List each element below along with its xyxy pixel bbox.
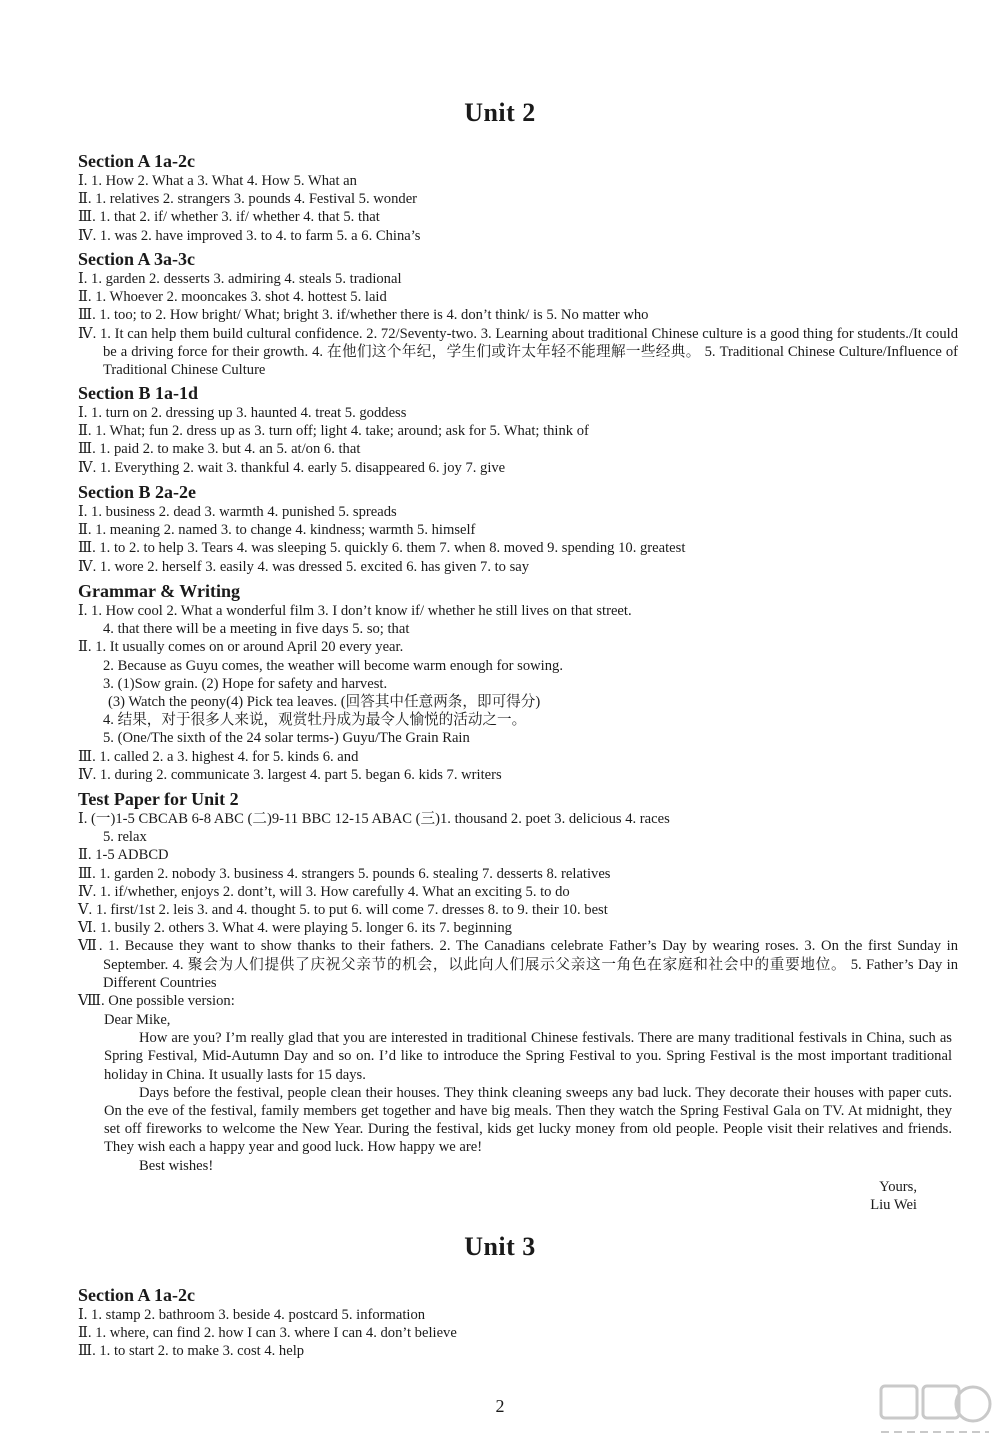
answer-line: Ⅲ. 1. garden 2. nobody 3. business 4. strangers 5. pounds 6. stealing 7. desserts 8. relatives <box>78 865 611 882</box>
section-heading: Test Paper for Unit 2 <box>78 789 239 809</box>
answer-line: Ⅱ. 1. relatives 2. strangers 3. pounds 4. Festival 5. wonder <box>78 191 418 208</box>
answer-line: Ⅳ. 1. if/whether, enjoys 2. dont’t, will 3. How carefully 4. What an exciting 5. to do <box>78 883 570 900</box>
answer-line: Ⅱ. 1. Whoever 2. mooncakes 3. shot 4. hottest 5. laid <box>78 289 387 306</box>
letter-greeting: Dear Mike, <box>104 1012 171 1028</box>
letter-paragraph: Best wishes! <box>139 1157 214 1174</box>
grammar-and-writing <box>78 580 958 784</box>
answer-line: (3) Watch the peony(4) Pick tea leaves. (回答其中任意两条，即可得分) <box>108 694 541 711</box>
answer-line: Ⅳ. 1. wore 2. herself 3. easily 4. was dressed 5. excited 6. has given 7. to say <box>78 558 530 575</box>
answer-line: Ⅰ. 1. turn on 2. dressing up 3. haunted 4. treat 5. goddess <box>78 405 407 421</box>
unit-2-title: Unit 2 <box>464 98 536 127</box>
answer-line: 3. (1)Sow grain. (2) Hope for safety and harvest. <box>103 675 388 692</box>
answer-line: Ⅱ. 1. where, can find 2. how I can 3. where I can 4. don’t believe <box>78 1325 457 1342</box>
answer-line: Ⅲ. 1. that 2. if/ whether 3. if/ whether 4. that 5. that <box>78 209 380 226</box>
answer-line: Ⅳ. 1. during 2. communicate 3. largest 4. part 5. began 6. kids 7. writers <box>78 766 502 783</box>
answer-line: Ⅰ. 1. How 2. What a 3. What 4. How 5. What an <box>78 173 357 189</box>
section-heading: Section B 2a-2e <box>78 482 196 502</box>
answer-line: Ⅳ. 1. Everything 2. wait 3. thankful 4. early 5. disappeared 6. joy 7. give <box>78 459 506 476</box>
letter-signature: Liu Wei <box>870 1197 917 1214</box>
sample-letter <box>104 1011 952 1214</box>
answer-line: Ⅰ. 1. How cool 2. What a wonderful film 3. I don’t know if/ whether he still lives on that street. <box>78 603 632 619</box>
watermark-logo <box>877 1378 992 1440</box>
answer-line: Ⅲ. 1. paid 2. to make 3. but 4. an 5. at/on 6. that <box>78 441 361 458</box>
answer-line: Ⅲ. 1. called 2. a 3. highest 4. for 5. kinds 6. and <box>78 748 359 765</box>
answer-line: Ⅲ. 1. to start 2. to make 3. cost 4. help <box>78 1343 305 1360</box>
answer-line: Ⅲ. 1. too; to 2. How bright/ What; bright 3. if/whether there is 4. don’t think/ is 5. No matter who <box>78 307 649 324</box>
section-b-2a-2e <box>78 481 958 576</box>
test-paper-unit-2 <box>78 788 958 1010</box>
answer-line: Ⅷ. One possible version: <box>78 993 235 1010</box>
answer-line: 2. Because as Guyu comes, the weather will become warm enough for sowing. <box>103 657 563 674</box>
letter-paragraph: Days before the festival, people clean their houses. They think cleaning sweeps any bad luck. They decorate their houses with paper cuts. On the eve of the festival, family members get together and have big meals. Then they watch the Spring Festival Gala on TV. At midnight, they set off fireworks to welcome the New Year. During the festival, kids get lucky money from old people. People visit their relatives and friends. They wish each a happy year and good luck. How happy we are! <box>104 1084 952 1156</box>
answer-line: 4. 结果，对于很多人来说，观赏牡丹成为最令人愉悦的活动之一。 <box>103 712 527 729</box>
answer-line: Ⅰ. 1. stamp 2. bathroom 3. beside 4. postcard 5. information <box>78 1307 426 1323</box>
answer-line: 4. that there will be a meeting in five days 5. so; that <box>103 621 410 638</box>
answer-line: Ⅰ. (一)1-5 CBCAB 6-8 ABC (二)9-11 BBC 12-15 ABAC (三)1. thousand 2. poet 3. delicious 4. races <box>78 811 670 827</box>
section-heading: Section A 1a-2c <box>78 1285 195 1305</box>
answer-line: Ⅰ. 1. business 2. dead 3. warmth 4. punished 5. spreads <box>78 504 397 520</box>
letter-closing: Yours, <box>879 1178 917 1195</box>
answer-line: Ⅱ. 1. meaning 2. named 3. to change 4. kindness; warmth 5. himself <box>78 522 476 539</box>
page-number: 2 <box>495 1396 505 1416</box>
answer-paragraph: Ⅳ. 1. It can help them build cultural confidence. 2. 72/Seventy-two. 3. Learning about traditional Chinese culture is a good thing for students./It could be a driving force for their growth. 4. 在他们这个年纪，学生们或许太年轻不能理解一些经典。 5. Traditional Chinese Culture/Influence of Traditional Chinese Culture <box>78 325 958 379</box>
section-heading: Section A 3a-3c <box>78 249 195 269</box>
answer-line: Ⅴ. 1. first/1st 2. leis 3. and 4. thought 5. to put 6. will come 7. dresses 8. to 9. their 10. best <box>78 902 608 919</box>
answer-line: Ⅱ. 1-5 ADBCD <box>78 847 169 864</box>
unit-3-title: Unit 3 <box>464 1232 536 1261</box>
unit-3-section-a-1a-2c <box>78 1284 958 1361</box>
section-b-1a-1d <box>78 382 958 477</box>
answer-line: 5. (One/The sixth of the 24 solar terms-) Guyu/The Grain Rain <box>103 730 470 747</box>
answer-line: Ⅱ. 1. It usually comes on or around April 20 every year. <box>78 639 404 656</box>
answer-line: Ⅳ. 1. was 2. have improved 3. to 4. to farm 5. a 6. China’s <box>78 227 421 244</box>
answer-line: 5. relax <box>103 829 147 846</box>
section-a-1a-2c <box>78 150 958 245</box>
section-heading: Section B 1a-1d <box>78 383 199 403</box>
answer-line: Ⅵ. 1. busily 2. others 3. What 4. were playing 5. longer 6. its 7. beginning <box>78 920 512 937</box>
answer-line: Ⅱ. 1. What; fun 2. dress up as 3. turn off; light 4. take; around; ask for 5. What; think of <box>78 423 589 440</box>
answer-line: Ⅰ. 1. garden 2. desserts 3. admiring 4. steals 5. tradional <box>78 271 402 287</box>
section-heading: Section A 1a-2c <box>78 151 195 171</box>
section-a-3a-3c <box>78 248 958 379</box>
letter-paragraph: How are you? I’m really glad that you are interested in traditional Chinese festivals. There are many traditional festivals in China, such as Spring Festival, Mid-Autumn Day and so on. I’d like to introduce the Spring Festival to you. Spring Festival is the most important traditional holiday in China. It usually lasts for 15 days. <box>104 1030 952 1083</box>
answer-paragraph: Ⅶ. 1. Because they want to show thanks to their fathers. 2. The Canadians celebrate Father’s Day by wearing roses. 3. On the first Sunday in September. 4. 聚会为人们提供了庆祝父亲节的机会，以此向人们展示父亲这一角色在家庭和社会中的重要地位。 5. Father’s Day in Different Countries <box>78 938 958 991</box>
section-heading: Grammar & Writing <box>78 581 240 601</box>
answer-line: Ⅲ. 1. to 2. to help 3. Tears 4. was sleeping 5. quickly 6. them 7. when 8. moved 9. spending 10. greatest <box>78 540 686 557</box>
